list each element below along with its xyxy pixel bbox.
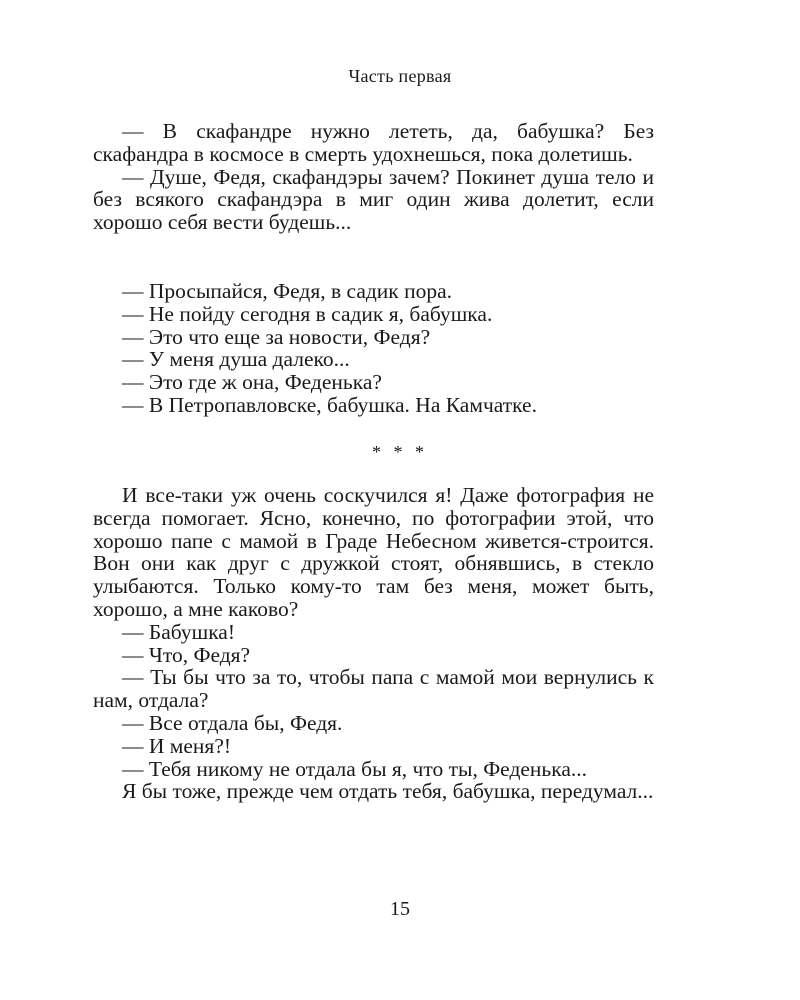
paragraph: — И меня?! <box>122 733 232 758</box>
paragraph: — Бабушка! <box>122 619 236 644</box>
paragraph: — Что, Федя? <box>122 642 251 667</box>
paragraph: — Тебя никому не отдала бы я, что ты, Феденька... <box>122 756 588 781</box>
text-block-3 <box>93 484 654 803</box>
paragraph: — Ты бы что за то, чтобы папа с мамой мои вернулись к нам, отдала? <box>93 665 654 713</box>
paragraph: — Это где ж она, Феденька? <box>122 370 382 395</box>
text-block-1 <box>93 120 654 234</box>
page-number: 15 <box>390 898 410 920</box>
paragraph: — Не пойду сегодня в садик я, бабушка. <box>122 301 493 326</box>
paragraph: И все-таки уж очень соскучился я! Даже фотография не всегда помогает. Ясно, конечно, по фотографии этой, что хорошо папе с мамой в Граде Небесном живется-строится. Вон они как друг с дружкой стоят, обнявшись, в стекло улыбаются. Только кому-то там без меня, может быть, хорошо, а мне каково? <box>93 483 654 621</box>
paragraph: — Это что еще за новости, Федя? <box>122 324 431 349</box>
paragraph: — В скафандре нужно лететь, да, бабушка? Без скафандра в космосе в смерть удохнешься, пока долетишь. <box>93 119 654 166</box>
text-block-2 <box>93 280 654 417</box>
paragraph: — В Петропавловске, бабушка. На Камчатке. <box>122 392 537 417</box>
paragraph: — Все отдала бы, Федя. <box>122 710 343 735</box>
section-separator: * * * <box>372 442 428 462</box>
paragraph: — Душе, Федя, скафандэры зачем? Покинет душа тело и без всякого скафандэра в миг один жива долетит, если хорошо себя вести будешь... <box>93 164 654 235</box>
paragraph: Я бы тоже, прежде чем отдать тебя, бабушка, передумал... <box>122 779 654 804</box>
running-header: Часть первая <box>348 66 452 86</box>
paragraph: — У меня душа далеко... <box>122 347 350 372</box>
paragraph: — Просыпайся, Федя, в садик пора. <box>122 279 453 303</box>
